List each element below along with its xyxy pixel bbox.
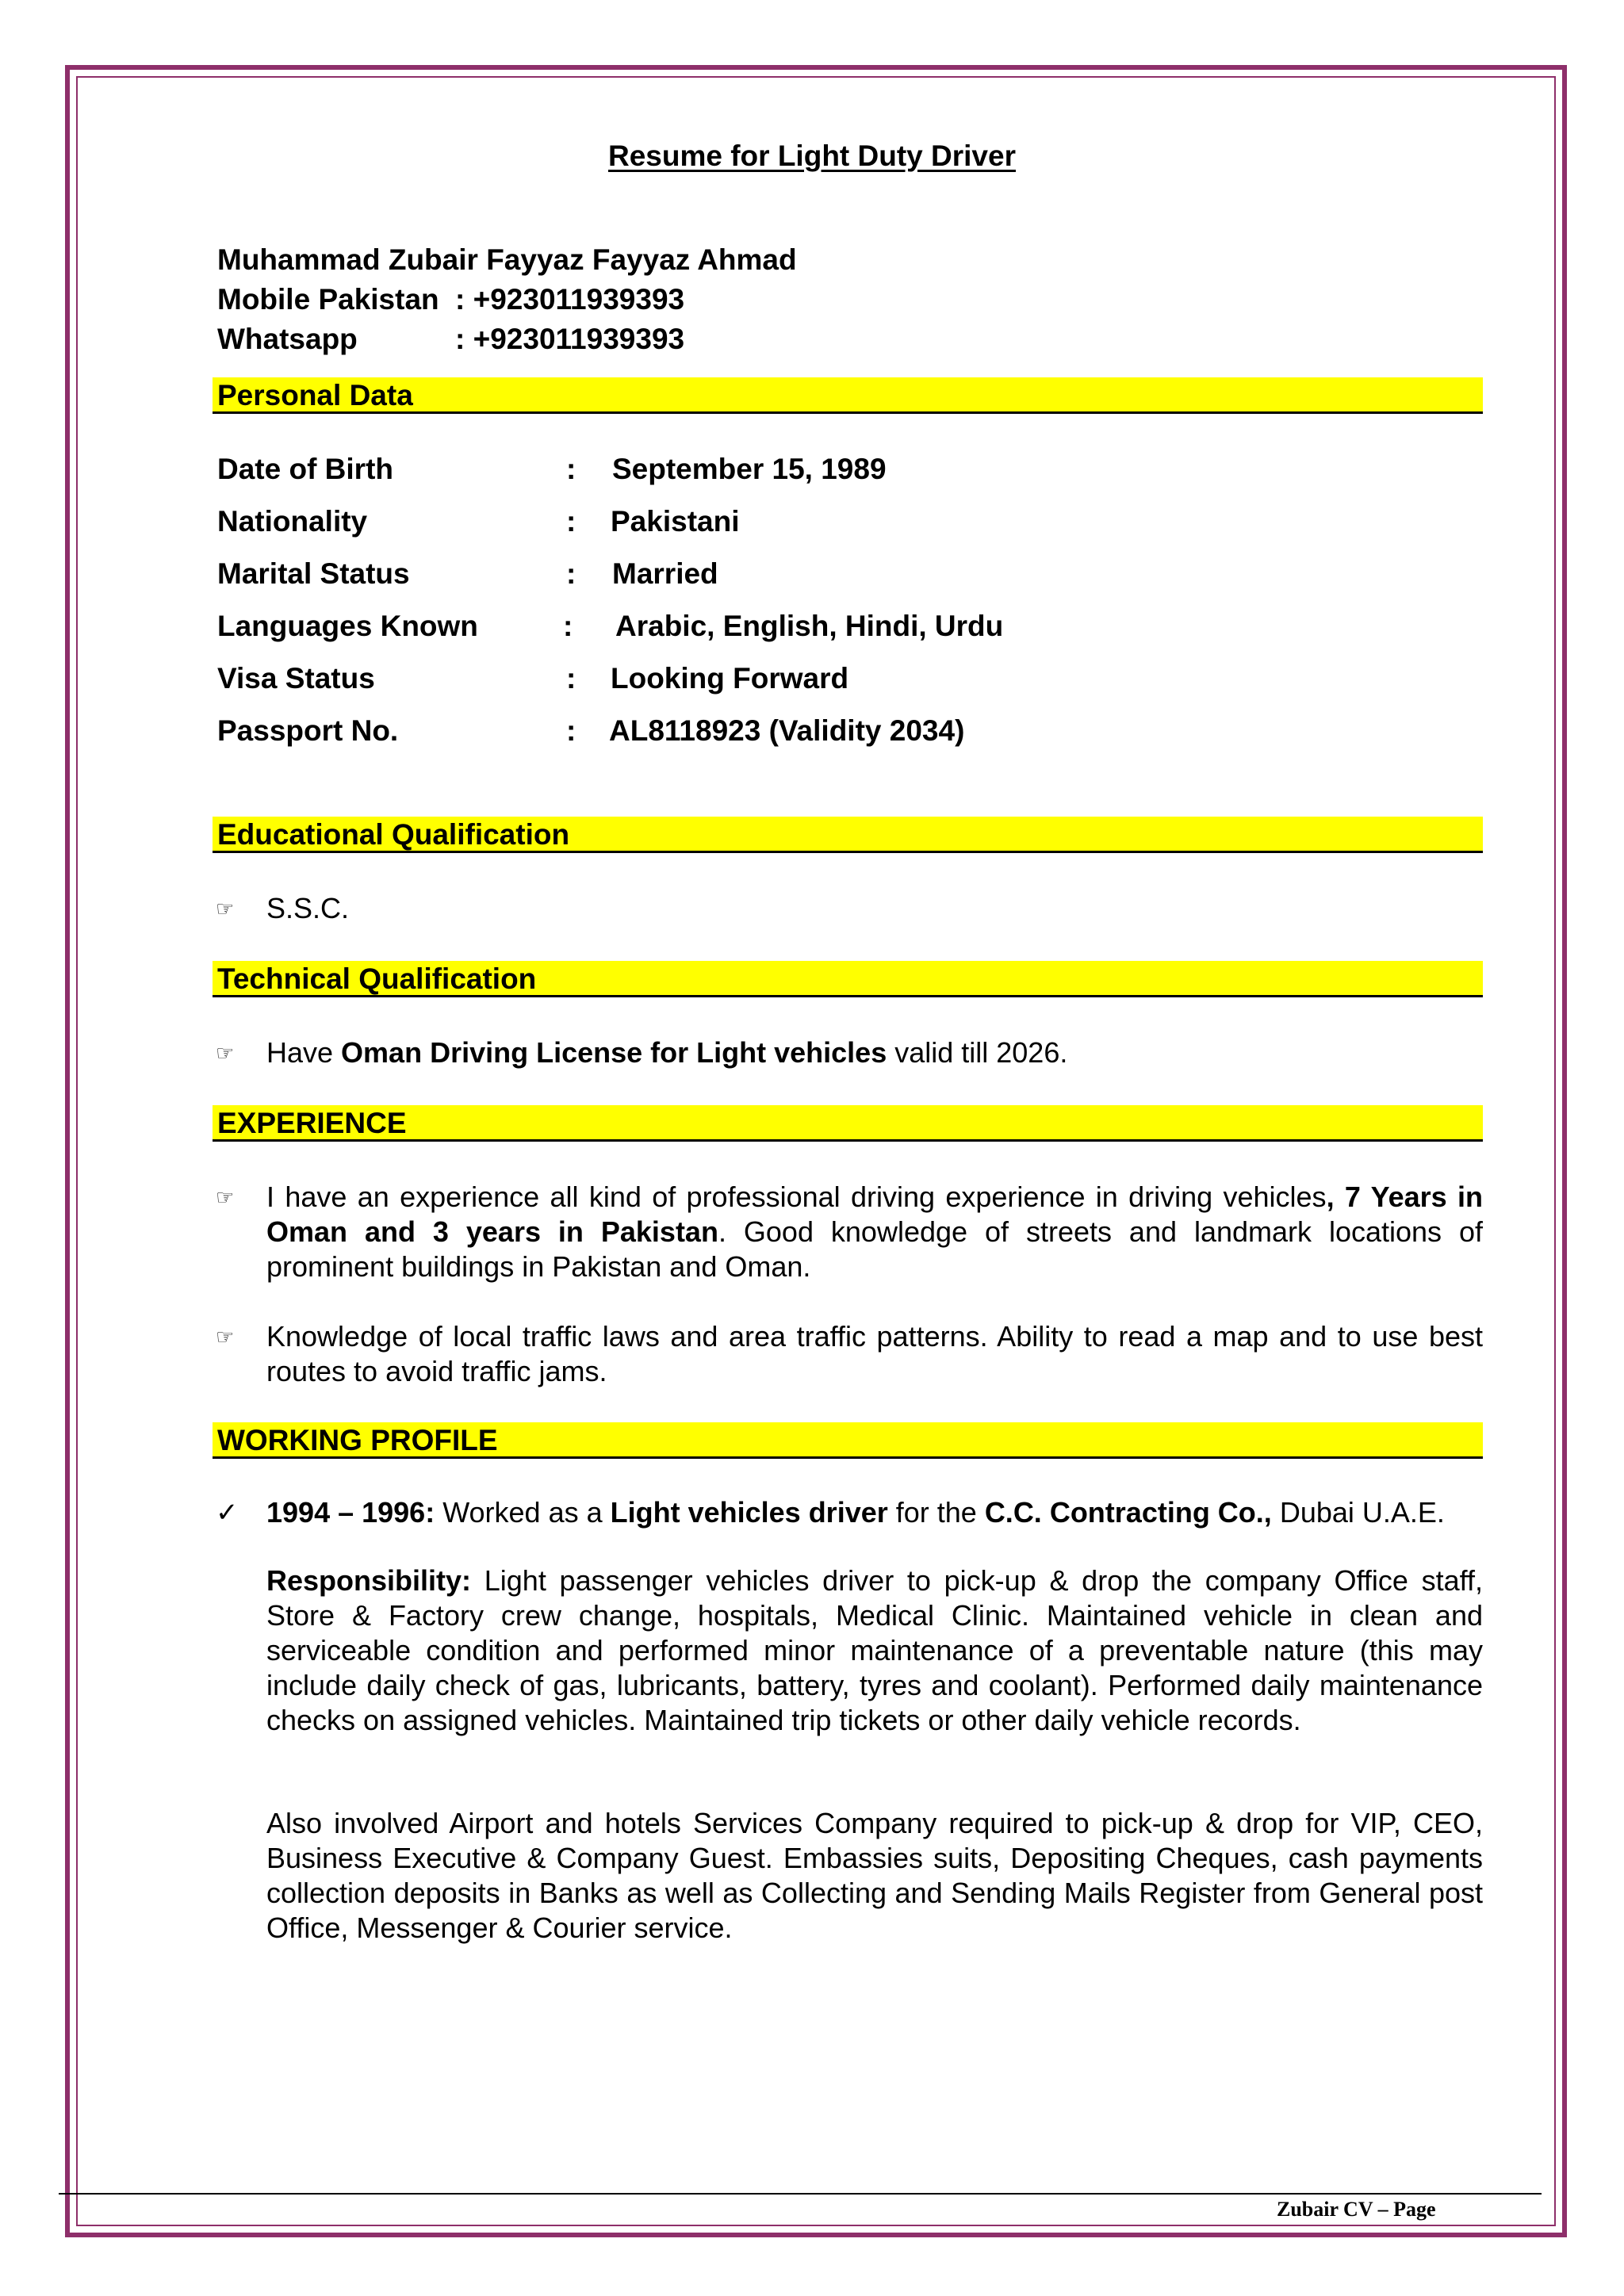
education-item: S.S.C. [266,892,350,924]
document-title: Resume for Light Duty Driver [608,140,1016,172]
job-entry: 1994 – 1996: Worked as a Light vehicles driver for the C.C. Contracting Co., Dubai U.A.E. [266,1496,1445,1529]
section-working-profile: WORKING PROFILE [213,1422,1483,1459]
personal-separator: : [563,610,573,642]
section-technical: Technical Qualification [213,961,1483,997]
personal-label: Marital Status [217,557,410,590]
personal-separator: : [566,557,576,590]
mobile-value: : +923011939393 [455,283,685,316]
whatsapp-label: Whatsapp [217,323,358,355]
pointing-hand-icon: ☞ [216,1041,235,1065]
whatsapp-line [217,322,684,357]
personal-separator: : [566,662,576,695]
section-education: Educational Qualification [213,817,1483,853]
personal-separator: : [566,453,576,485]
personal-value: September 15, 1989 [612,453,887,485]
section-experience: EXPERIENCE [213,1105,1483,1142]
footer-divider [59,2193,1542,2195]
experience-item: I have an experience all kind of professional driving experience in driving vehicles, 7 Years in Oman and 3 years in Pakistan. Good knowledge of streets and landmark locations of prominent buildings in Pakistan and Oman. [266,1181,1484,1283]
personal-label: Nationality [217,505,368,538]
personal-separator: : [566,714,576,747]
technical-item: Have Oman Driving License for Light vehicles valid till 2026. [266,1036,1068,1069]
candidate-name: Muhammad Zubair Fayyaz Fayyaz Ahmad [217,243,797,276]
experience-item: Knowledge of local traffic laws and area traffic patterns. Ability to read a map and to use best routes to avoid traffic jams. [266,1320,1483,1387]
personal-value: Pakistani [611,505,740,538]
personal-value: Looking Forward [611,662,849,695]
personal-separator: : [566,505,576,538]
personal-label: Visa Status [217,662,375,695]
personal-value: AL8118923 (Validity 2034) [609,714,965,747]
personal-value: Married [612,557,718,590]
pointing-hand-icon: ☞ [216,1325,235,1349]
whatsapp-value: : +923011939393 [455,323,685,355]
mobile-label: Mobile Pakistan [217,283,439,316]
section-personal-data: Personal Data [213,377,1483,414]
personal-label: Languages Known [217,610,478,642]
job-additional-duties: Also involved Airport and hotels Services Company required to pick-up & drop for VIP, CEO, Business Executive & Company Guest. Embassies suits, Depositing Cheques, cash payments collection deposits in Banks as well as Collecting and Sending Mails Register from General post Office, Messenger & Courier service. [266,1807,1483,1944]
personal-label: Passport No. [217,714,399,747]
mobile-line [217,282,684,317]
footer-text: Zubair CV – Page [1277,2198,1436,2221]
personal-label: Date of Birth [217,453,393,485]
pointing-hand-icon: ☞ [216,897,235,920]
job-responsibility: Responsibility: Light passenger vehicles driver to pick-up & drop the company Office staff, Store & Factory crew change, hospitals, Medical Clinic. Maintained vehicle in clean and serviceable condition and performed minor maintenance of a preventable nature (this may include daily check of gas, lubricants, battery, tyres and coolant). Performed daily maintenance checks on assigned vehicles. Maintained trip tickets or other daily vehicle records. [266,1564,1483,1736]
pointing-hand-icon: ☞ [216,1185,235,1209]
personal-value: Arabic, English, Hindi, Urdu [615,610,1004,642]
checkmark-icon: ✓ [216,1498,239,1528]
